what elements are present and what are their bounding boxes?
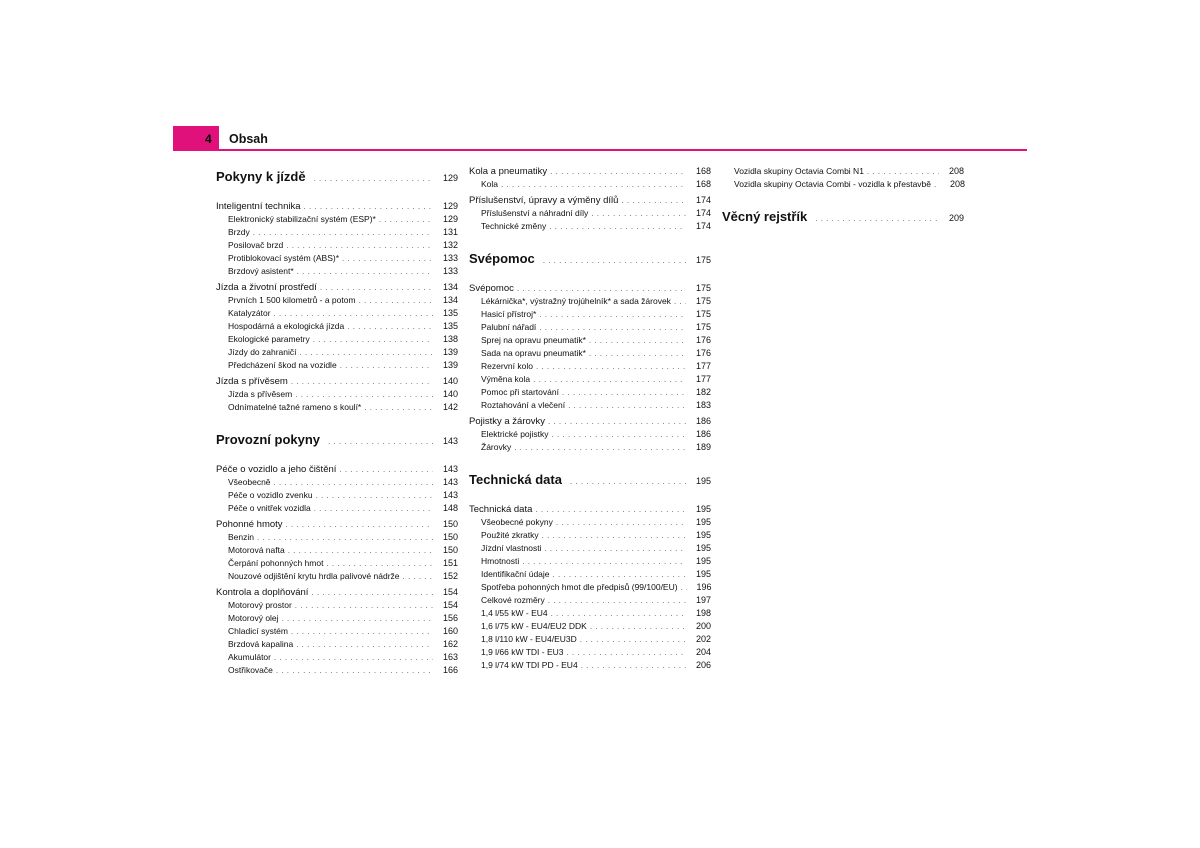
dot-leader	[342, 254, 433, 263]
dot-leader	[295, 601, 433, 610]
toc-subsection-entry[interactable]	[469, 387, 711, 400]
dot-leader	[314, 504, 433, 513]
dot-leader	[253, 228, 433, 237]
dot-leader	[316, 491, 433, 500]
page-ref: 160	[442, 626, 458, 636]
toc-subsection-entry[interactable]	[216, 665, 458, 678]
toc-subsection-title: Rezervní kolo	[481, 361, 533, 371]
dot-leader	[539, 310, 686, 319]
page-ref: 151	[442, 558, 458, 568]
toc-subsection-title: Použité zkratky	[481, 530, 539, 540]
page-ref: 135	[442, 321, 458, 331]
dot-leader	[291, 377, 433, 386]
dot-leader	[550, 167, 686, 176]
page-ref: 186	[695, 429, 711, 439]
page-ref: 143	[442, 436, 458, 446]
toc-subsection-entry[interactable]	[469, 608, 711, 621]
toc-subsection-title: Technické změny	[481, 221, 547, 231]
dot-leader	[581, 661, 686, 670]
toc-subsection-title: Identifikační údaje	[481, 569, 550, 579]
page-ref: 186	[695, 416, 711, 426]
toc-subsection-title: 1,9 l/74 kW TDI PD - EU4	[481, 660, 578, 670]
toc-subsection-entry[interactable]	[469, 660, 711, 673]
page-ref: 132	[442, 240, 458, 250]
dot-leader	[300, 348, 433, 357]
dot-leader	[556, 518, 686, 527]
page-number: 4	[173, 126, 219, 149]
toc-section-entry[interactable]	[216, 282, 458, 295]
page-ref: 143	[442, 464, 458, 474]
toc-subsection-title: Jízdy do zahraničí	[228, 347, 297, 357]
toc-subsection-entry[interactable]	[469, 309, 711, 322]
toc-subsection-entry[interactable]	[469, 543, 711, 556]
page-ref: 140	[442, 389, 458, 399]
page-ref: 176	[695, 348, 711, 358]
page-ref: 174	[695, 221, 711, 231]
toc-subsection-entry[interactable]	[216, 253, 458, 266]
page-ref: 156	[442, 613, 458, 623]
page-ref: 175	[695, 322, 711, 332]
toc-subsection-entry[interactable]	[216, 321, 458, 334]
page-ref: 195	[695, 543, 711, 553]
dot-leader	[282, 614, 433, 623]
toc-subsection-entry[interactable]	[216, 266, 458, 279]
dot-leader	[549, 222, 686, 231]
dot-leader	[364, 403, 433, 412]
page-ref: 195	[695, 556, 711, 566]
toc-subsection-title: Čerpání pohonných hmot	[228, 558, 324, 568]
toc-subsection-entry[interactable]	[722, 179, 964, 192]
toc-subsection-title: Hmotnosti	[481, 556, 520, 566]
toc-subsection-title: Elektrické pojistky	[481, 429, 549, 439]
page-ref: 143	[442, 477, 458, 487]
page-ref: 195	[695, 517, 711, 527]
page-ref: 202	[695, 634, 711, 644]
page-ref: 195	[695, 476, 711, 486]
toc-subsection-entry[interactable]	[469, 530, 711, 543]
page-ref: 175	[695, 283, 711, 293]
toc-subsection-title: Sprej na opravu pneumatik*	[481, 335, 586, 345]
dot-leader	[543, 256, 686, 265]
dot-leader	[320, 283, 433, 292]
page-ref: 152	[442, 571, 458, 581]
page-ref: 200	[695, 621, 711, 631]
page-ref: 197	[695, 595, 711, 605]
dot-leader	[340, 361, 433, 370]
toc-subsection-entry[interactable]	[469, 361, 711, 374]
toc-chapter-entry[interactable]	[216, 432, 458, 456]
page-ref: 204	[695, 647, 711, 657]
toc-subsection-entry[interactable]	[216, 490, 458, 503]
dot-leader	[535, 505, 686, 514]
toc-subsection-entry[interactable]	[216, 214, 458, 227]
page-ref: 150	[442, 532, 458, 542]
toc-section-title: Péče o vozidlo a jeho čištění	[216, 464, 337, 475]
dot-leader	[514, 443, 686, 452]
toc-subsection-title: Brzdový asistent*	[228, 266, 294, 276]
toc-subsection-entry[interactable]	[216, 389, 458, 402]
toc-subsection-title: Benzin	[228, 532, 254, 542]
toc-subsection-entry[interactable]	[469, 348, 711, 361]
toc-subsection-entry[interactable]	[216, 571, 458, 584]
dot-leader	[286, 241, 433, 250]
page-ref: 208	[948, 166, 964, 176]
page-ref: 154	[442, 587, 458, 597]
dot-leader	[295, 390, 433, 399]
toc-subsection-title: Péče o vozidlo zvenku	[228, 490, 313, 500]
dot-leader	[517, 284, 686, 293]
toc-subsection-title: Ostřikovače	[228, 665, 273, 675]
page-ref: 206	[695, 660, 711, 670]
toc-subsection-entry[interactable]	[469, 374, 711, 387]
page-ref: 175	[695, 309, 711, 319]
dot-leader	[359, 296, 433, 305]
toc-subsection-entry[interactable]	[216, 613, 458, 626]
dot-leader	[562, 388, 686, 397]
page-ref: 148	[442, 503, 458, 513]
page-ref: 129	[442, 201, 458, 211]
toc-column-1	[216, 166, 458, 678]
toc-chapter-entry[interactable]	[722, 209, 964, 233]
toc-section-title: Inteligentní technika	[216, 201, 301, 212]
toc-chapter-entry[interactable]	[469, 472, 711, 496]
toc-section-title: Kontrola a doplňování	[216, 587, 309, 598]
toc-subsection-entry[interactable]	[469, 569, 711, 582]
toc-subsection-title: 1,4 l/55 kW - EU4	[481, 608, 548, 618]
dot-leader	[590, 622, 686, 631]
toc-chapter-title: Věcný rejstřík	[722, 209, 808, 224]
dot-leader	[589, 336, 686, 345]
page-ref: 208	[949, 179, 966, 189]
toc-subsection-entry[interactable]	[216, 545, 458, 558]
toc-section-entry[interactable]	[216, 587, 458, 600]
toc-subsection-title: Ekologické parametry	[228, 334, 310, 344]
toc-subsection-title: Motorový prostor	[228, 600, 292, 610]
toc-subsection-entry[interactable]	[216, 532, 458, 545]
toc-subsection-title: Celkové rozměry	[481, 595, 545, 605]
toc-subsection-entry[interactable]	[216, 639, 458, 652]
dot-leader	[291, 627, 433, 636]
dot-leader	[501, 180, 686, 189]
toc-chapter-entry[interactable]	[469, 251, 711, 275]
dot-leader	[580, 635, 686, 644]
page-ref: 195	[695, 569, 711, 579]
dot-leader	[339, 465, 433, 474]
dot-leader	[328, 437, 433, 446]
dot-leader	[589, 349, 686, 358]
toc-subsection-entry[interactable]	[469, 429, 711, 442]
toc-subsection-entry[interactable]	[216, 227, 458, 240]
toc-subsection-entry[interactable]	[722, 166, 964, 179]
toc-column-3	[722, 166, 964, 241]
toc-subsection-entry[interactable]	[216, 402, 458, 415]
toc-subsection-entry[interactable]	[469, 556, 711, 569]
toc-subsection-title: Prvních 1 500 kilometrů - a potom	[228, 295, 356, 305]
toc-section-entry[interactable]	[469, 195, 711, 208]
dot-leader	[548, 417, 686, 426]
toc-section-title: Kola a pneumatiky	[469, 166, 548, 177]
toc-subsection-title: Hasicí přístroj*	[481, 309, 537, 319]
toc-section-title: Jízda a životní prostředí	[216, 282, 317, 293]
toc-subsection-entry[interactable]	[469, 296, 711, 309]
toc-subsection-title: Kola	[481, 179, 499, 189]
toc-subsection-title: Výměna kola	[481, 374, 531, 384]
toc-section-entry[interactable]	[469, 416, 711, 429]
toc-subsection-entry[interactable]	[469, 517, 711, 530]
dot-leader	[674, 297, 686, 306]
dot-leader	[568, 401, 686, 410]
toc-subsection-entry[interactable]	[469, 582, 711, 595]
toc-subsection-entry[interactable]	[216, 652, 458, 665]
dot-leader	[274, 478, 433, 487]
dot-leader	[313, 335, 433, 344]
toc-subsection-title: Odnímatelné tažné rameno s koulí*	[228, 402, 362, 412]
toc-subsection-title: Elektronický stabilizační systém (ESP)*	[228, 214, 376, 224]
page-ref: 139	[442, 347, 458, 357]
toc-subsection-entry[interactable]	[469, 595, 711, 608]
dot-leader	[552, 430, 686, 439]
dot-leader	[591, 209, 686, 218]
toc-section-entry[interactable]	[469, 283, 711, 296]
toc-subsection-title: 1,9 l/66 kW TDI - EU3	[481, 647, 564, 657]
toc-subsection-entry[interactable]	[216, 600, 458, 613]
toc-section-title: Jízda s přívěsem	[216, 376, 288, 387]
toc-subsection-title: Pomoc při startování	[481, 387, 559, 397]
toc-subsection-title: Předcházení škod na vozidle	[228, 360, 337, 370]
toc-spacer	[216, 415, 458, 429]
dot-leader	[296, 640, 433, 649]
toc-section-entry[interactable]	[216, 201, 458, 214]
toc-subsection-title: 1,6 l/75 kW - EU4/EU2 DDK	[481, 621, 587, 631]
toc-subsection-title: Vozidla skupiny Octavia Combi N1	[734, 166, 864, 176]
toc-section-title: Pohonné hmoty	[216, 519, 283, 530]
dot-leader	[347, 322, 433, 331]
dot-leader	[257, 533, 433, 542]
dot-leader	[286, 520, 433, 529]
toc-subsection-title: Lékárnička*, výstražný trojúhelník* a sada žárovek	[481, 296, 671, 306]
toc-chapter-entry[interactable]	[216, 169, 458, 193]
dot-leader	[274, 309, 433, 318]
dot-leader	[551, 609, 686, 618]
page-ref: 134	[442, 295, 458, 305]
page-ref: 176	[695, 335, 711, 345]
page-ref: 209	[948, 213, 964, 223]
page-ref: 154	[442, 600, 458, 610]
dot-leader	[542, 531, 686, 540]
dot-leader	[274, 653, 433, 662]
toc-subsection-entry[interactable]	[469, 179, 711, 192]
dot-leader	[621, 196, 686, 205]
toc-subsection-title: Nouzové odjištění krytu hrdla palivové nádrže	[228, 571, 400, 581]
page-ref: 150	[442, 545, 458, 555]
page-ref: 174	[695, 208, 711, 218]
page-header	[173, 126, 1027, 151]
toc-section-title: Příslušenství, úpravy a výměny dílů	[469, 195, 619, 206]
toc-subsection-entry[interactable]	[216, 240, 458, 253]
toc-subsection-title: Vozidla skupiny Octavia Combi - vozidla k přestavbě	[734, 179, 932, 189]
toc-section-entry[interactable]	[469, 504, 711, 517]
toc-chapter-title: Provozní pokyny	[216, 432, 321, 447]
dot-leader	[297, 267, 433, 276]
page-ref: 163	[442, 652, 458, 662]
toc-subsection-title: Jízdní vlastnosti	[481, 543, 542, 553]
page-ref: 162	[442, 639, 458, 649]
toc-subsection-entry[interactable]	[469, 208, 711, 221]
page-ref: 168	[695, 179, 711, 189]
toc-subsection-title: Brzdová kapalina	[228, 639, 294, 649]
page-ref: 168	[695, 166, 711, 176]
page-ref: 195	[695, 530, 711, 540]
toc-section-entry[interactable]	[469, 166, 711, 179]
dot-leader	[314, 174, 433, 183]
dot-leader	[934, 180, 940, 189]
toc-subsection-title: Spotřeba pohonných hmot dle předpisů (99/100/EU)	[481, 582, 678, 592]
page-ref: 143	[442, 490, 458, 500]
dot-leader	[403, 572, 433, 581]
page-ref: 182	[695, 387, 711, 397]
page-ref: 133	[442, 266, 458, 276]
dot-leader	[539, 323, 686, 332]
toc-chapter-title: Pokyny k jízdě	[216, 169, 306, 184]
dot-leader	[311, 588, 433, 597]
dot-leader	[553, 570, 686, 579]
toc-spacer	[469, 234, 711, 248]
dot-leader	[567, 648, 686, 657]
dot-leader	[536, 362, 686, 371]
toc-subsection-entry[interactable]	[469, 221, 711, 234]
toc-subsection-entry[interactable]	[469, 335, 711, 348]
toc-subsection-entry[interactable]	[216, 295, 458, 308]
page-ref: 177	[695, 361, 711, 371]
page-ref: 174	[695, 195, 711, 205]
toc-subsection-entry[interactable]	[469, 634, 711, 647]
toc-subsection-entry[interactable]	[216, 347, 458, 360]
toc-section-entry[interactable]	[216, 376, 458, 389]
toc-subsection-entry[interactable]	[469, 621, 711, 634]
dot-leader	[288, 546, 433, 555]
toc-subsection-title: Péče o vnitřek vozidla	[228, 503, 311, 513]
page-title: Obsah	[229, 132, 268, 146]
dot-leader	[533, 375, 686, 384]
page-ref: 129	[442, 214, 458, 224]
page-ref: 133	[442, 253, 458, 263]
toc-subsection-entry[interactable]	[216, 626, 458, 639]
page-ref: 135	[442, 308, 458, 318]
toc-subsection-title: 1,8 l/110 kW - EU4/EU3D	[481, 634, 577, 644]
toc-subsection-title: Chladicí systém	[228, 626, 288, 636]
page-ref: 129	[442, 173, 458, 183]
toc-section-entry[interactable]	[216, 519, 458, 532]
dot-leader	[867, 167, 939, 176]
page-ref: 196	[696, 582, 712, 592]
toc-subsection-title: Palubní nářadí	[481, 322, 537, 332]
page-ref: 189	[695, 442, 711, 452]
toc-subsection-entry[interactable]	[469, 647, 711, 660]
page-ref: 131	[442, 227, 458, 237]
toc-chapter-title: Technická data	[469, 472, 562, 487]
page-ref: 142	[442, 402, 458, 412]
page-ref: 140	[442, 376, 458, 386]
dot-leader	[276, 666, 433, 675]
dot-leader	[522, 557, 686, 566]
page-ref: 138	[442, 334, 458, 344]
toc-subsection-entry[interactable]	[469, 442, 711, 455]
toc-chapter-title: Svépomoc	[469, 251, 535, 266]
dot-leader	[379, 215, 433, 224]
toc-subsection-title: Akumulátor	[228, 652, 271, 662]
page-ref: 195	[695, 504, 711, 514]
toc-subsection-title: Posilovač brzd	[228, 240, 284, 250]
toc-subsection-title: Všeobecně	[228, 477, 271, 487]
toc-subsection-title: Žárovky	[481, 442, 512, 452]
toc-subsection-title: Katalyzátor	[228, 308, 271, 318]
toc-subsection-title: Roztahování a vlečení	[481, 400, 566, 410]
page-ref: 134	[442, 282, 458, 292]
toc-column-2	[469, 166, 711, 673]
toc-subsection-entry[interactable]	[216, 308, 458, 321]
toc-subsection-title: Všeobecné pokyny	[481, 517, 553, 527]
dot-leader	[326, 559, 433, 568]
toc-section-title: Pojistky a žárovky	[469, 416, 546, 427]
toc-subsection-title: Motorová nafta	[228, 545, 285, 555]
page-ref: 198	[695, 608, 711, 618]
dot-leader	[815, 214, 939, 223]
toc-subsection-entry[interactable]	[216, 477, 458, 490]
dot-leader	[544, 544, 686, 553]
toc-subsection-entry[interactable]	[469, 400, 711, 413]
toc-spacer	[469, 455, 711, 469]
toc-section-title: Technická data	[469, 504, 533, 515]
page-ref: 175	[695, 255, 711, 265]
toc-spacer	[722, 192, 964, 206]
toc-subsection-title: Brzdy	[228, 227, 250, 237]
toc-subsection-entry[interactable]	[216, 503, 458, 516]
page-ref: 139	[442, 360, 458, 370]
toc-subsection-title: Sada na opravu pneumatik*	[481, 348, 586, 358]
toc-subsection-title: Jízda s přívěsem	[228, 389, 293, 399]
page-ref: 183	[695, 400, 711, 410]
toc-section-entry[interactable]	[216, 464, 458, 477]
toc-subsection-title: Příslušenství a náhradní díly	[481, 208, 589, 218]
page-ref: 177	[695, 374, 711, 384]
toc-subsection-title: Motorový olej	[228, 613, 279, 623]
toc-subsection-title: Hospodárná a ekologická jízda	[228, 321, 345, 331]
toc-subsection-entry[interactable]	[216, 360, 458, 373]
toc-subsection-entry[interactable]	[216, 558, 458, 571]
page-ref: 150	[442, 519, 458, 529]
dot-leader	[681, 583, 687, 592]
toc-section-title: Svépomoc	[469, 283, 514, 294]
page-ref: 175	[695, 296, 711, 306]
toc-subsection-entry[interactable]	[469, 322, 711, 335]
page-ref: 166	[442, 665, 458, 675]
dot-leader	[570, 477, 686, 486]
toc-subsection-title: Protiblokovací systém (ABS)*	[228, 253, 340, 263]
dot-leader	[548, 596, 686, 605]
toc-subsection-entry[interactable]	[216, 334, 458, 347]
dot-leader	[304, 202, 433, 211]
